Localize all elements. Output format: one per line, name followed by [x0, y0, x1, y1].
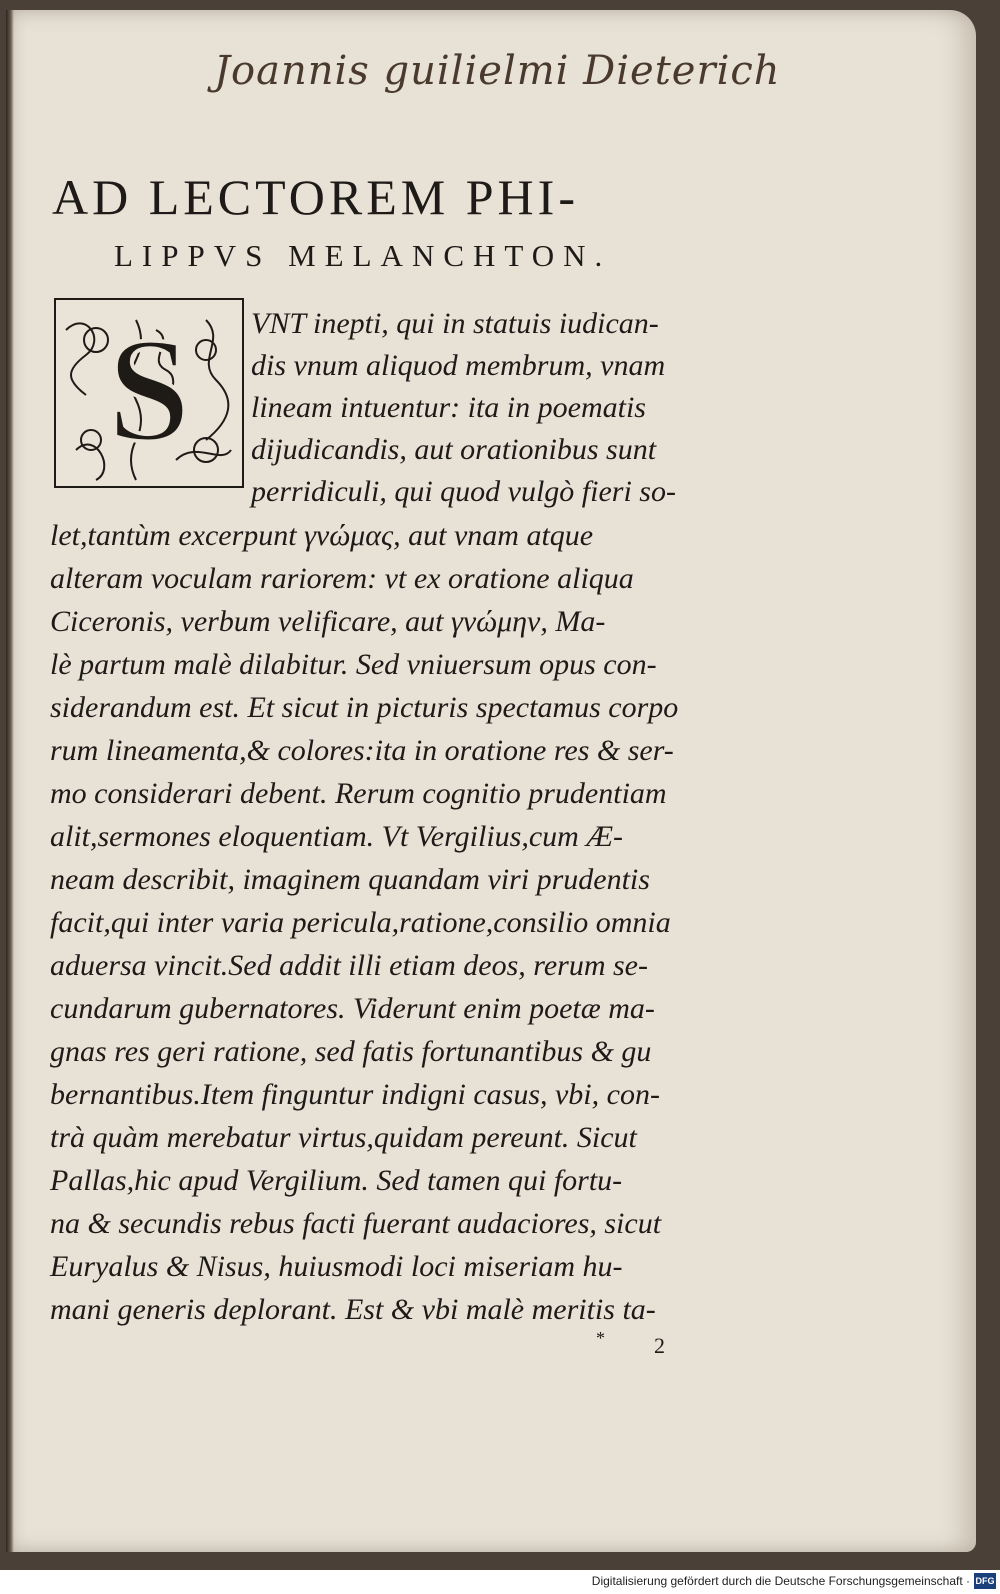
body-line: alteram voculam rariorem: vt ex oratione aliqua — [50, 562, 634, 595]
body-line: gnas res geri ratione, sed fatis fortunantibus & gu — [50, 1035, 652, 1068]
binding-edge — [6, 10, 14, 1552]
credit-text: Digitalisierung gefördert durch die Deutsche Forschungsgemeinschaft · — [591, 1574, 970, 1588]
book-page — [6, 10, 976, 1552]
initial-letter: S — [107, 307, 191, 473]
body-line: VNT inepti, qui in statuis iudican- — [251, 307, 659, 340]
body-line: let,tantùm excerpunt γνώμας, aut vnam atque — [50, 519, 594, 552]
body-line: Ciceronis, verbum velificare, aut γνώμην, Ma- — [50, 605, 606, 638]
body-line: na & secundis rebus facti fuerant audaciores, sicut — [50, 1207, 662, 1240]
page-number: 2 — [654, 1333, 665, 1358]
body-line: trà quàm merebatur virtus,quidam pereunt. Sicut — [50, 1121, 637, 1154]
heading-line-1: AD LECTOREM PHI- — [52, 169, 579, 225]
body-line: lineam intuentur: ita in poematis — [251, 391, 646, 424]
body-line: facit,qui inter varia pericula,ratione,consilio omnia — [50, 906, 671, 939]
body-line: siderandum est. Et sicut in picturis spectamus corpo — [50, 691, 679, 724]
body-line: lè partum malè dilabitur. Sed vniuersum opus con- — [50, 648, 657, 681]
body-line: perridiculi, qui quod vulgò fieri so- — [251, 475, 676, 508]
body-line: bernantibus.Item finguntur indigni casus, vbi, con- — [50, 1078, 660, 1111]
body-line: rum lineamenta,& colores:ita in oratione res & ser- — [50, 734, 674, 767]
body-line: dis vnum aliquod membrum, vnam — [251, 349, 666, 382]
body-line: Euryalus & Nisus, huiusmodi loci miseriam hu- — [50, 1250, 623, 1283]
body-line: alit,sermones eloquentiam. Vt Vergilius,cum Æ- — [50, 820, 623, 853]
body-line: mo considerari debent. Rerum cognitio prudentiam — [50, 777, 667, 810]
body-line: aduersa vincit.Sed addit illi etiam deos, rerum se- — [50, 949, 648, 982]
handwritten-signature: Joannis guilielmi Dieterich — [214, 48, 781, 94]
dfg-logo: DFG — [974, 1573, 996, 1589]
body-line: dijudicandis, aut orationibus sunt — [251, 433, 657, 466]
ornament-initial-icon — [56, 300, 242, 486]
body-line: neam describit, imaginem quandam viri prudentis — [50, 863, 650, 896]
signature-mark: * — [596, 1328, 605, 1348]
decorated-initial-s — [54, 298, 244, 488]
heading-line-2: LIPPVS MELANCHTON. — [114, 238, 612, 273]
body-line: Pallas,hic apud Vergilium. Sed tamen qui fortu- — [50, 1164, 623, 1197]
body-line: mani generis deplorant. Est & vbi malè meritis ta- — [50, 1293, 656, 1326]
body-line: cundarum gubernatores. Viderunt enim poetæ ma- — [50, 992, 655, 1025]
